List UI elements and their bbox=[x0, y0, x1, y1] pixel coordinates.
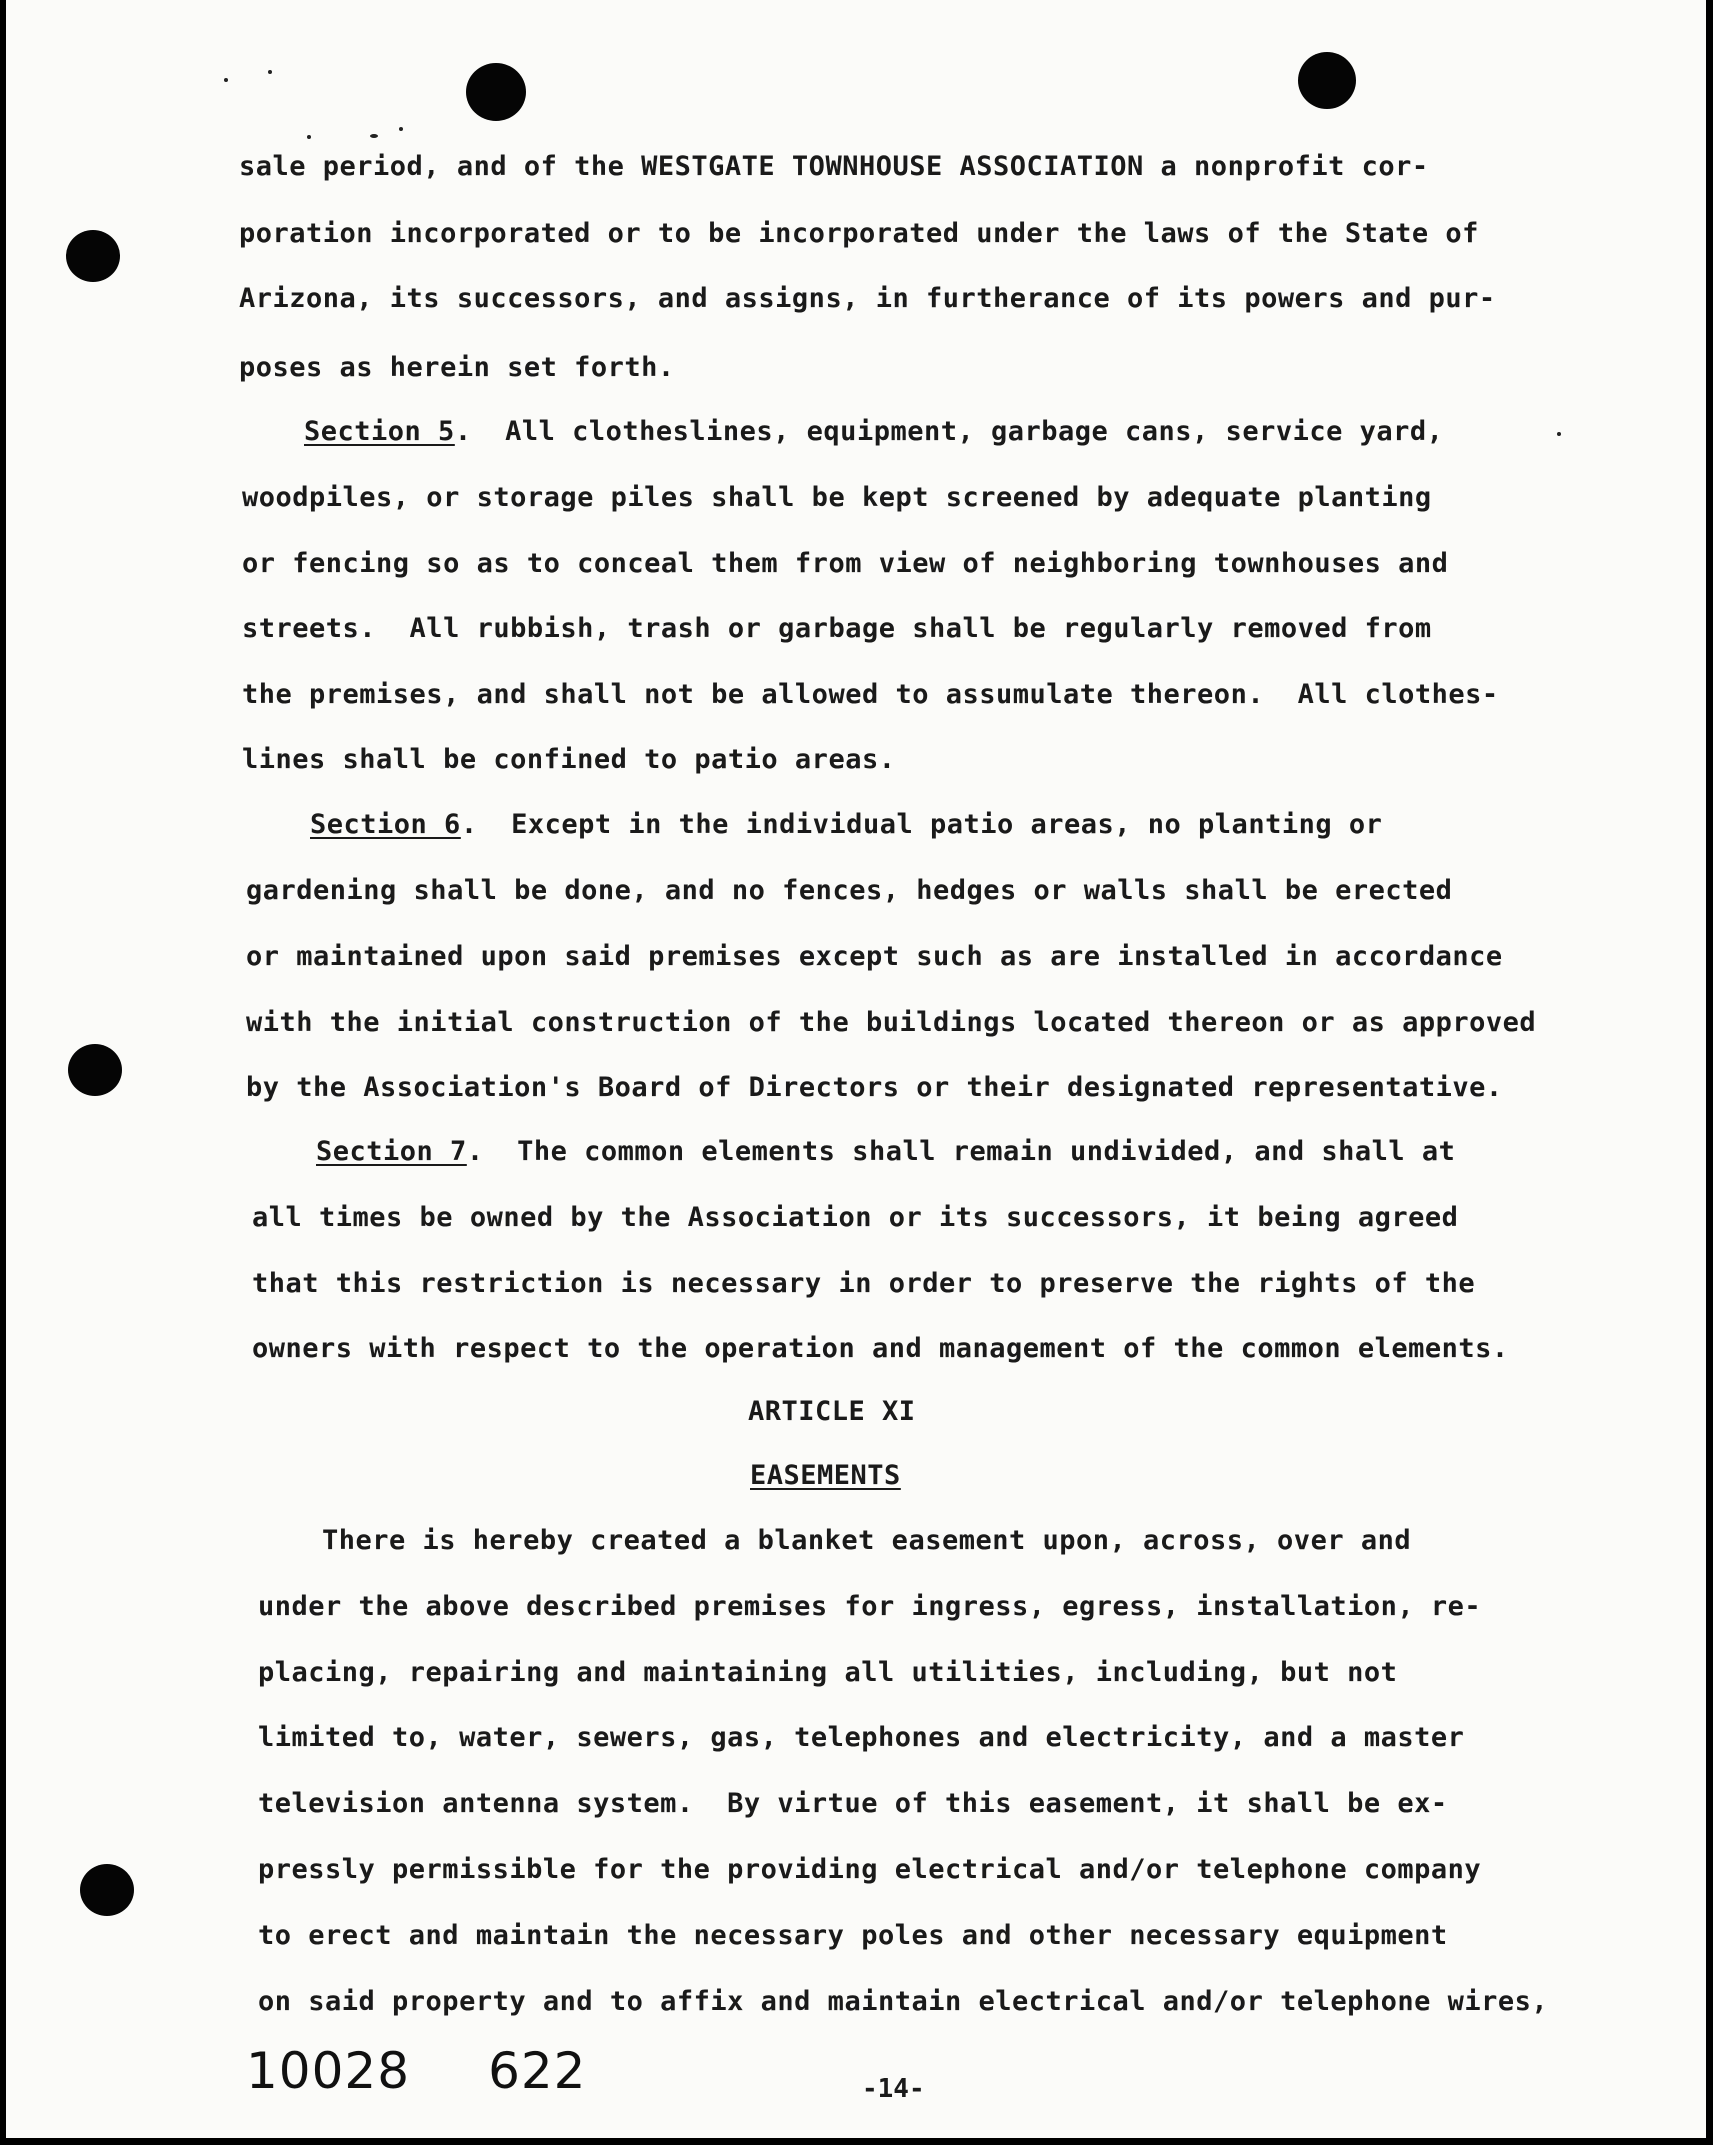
punch-hole-top-right bbox=[1298, 52, 1356, 109]
body-line: Arizona, its successors, and assigns, in furtherance of its powers and pur- bbox=[239, 283, 1496, 314]
body-line: streets. All rubbish, trash or garbage shall be regularly removed from bbox=[242, 613, 1432, 644]
body-line: under the above described premises for ingress, egress, installation, re- bbox=[258, 1591, 1482, 1622]
scan-speck bbox=[1557, 432, 1561, 436]
book-number: 10028 bbox=[246, 2042, 411, 2100]
punch-hole-left-1 bbox=[66, 230, 120, 282]
body-line: with the initial construction of the buildings located thereon or as approved bbox=[246, 1007, 1537, 1038]
section-5-first-line: Section 5. All clotheslines, equipment, garbage cans, service yard, bbox=[304, 416, 1444, 447]
body-line: owners with respect to the operation and management of the common elements. bbox=[252, 1333, 1509, 1364]
body-line: all times be owned by the Association or its successors, it being agreed bbox=[252, 1202, 1459, 1233]
body-line: lines shall be confined to patio areas. bbox=[242, 744, 896, 775]
article-title: ARTICLE XI bbox=[748, 1396, 916, 1427]
scan-speck bbox=[399, 127, 403, 131]
section-7-heading: Section 7 bbox=[316, 1136, 467, 1167]
section-5-heading: Section 5 bbox=[304, 416, 455, 447]
body-line: that this restriction is necessary in order to preserve the rights of the bbox=[252, 1268, 1476, 1299]
article-subtitle: EASEMENTS bbox=[750, 1460, 901, 1491]
body-line: or fencing so as to conceal them from view of neighboring townhouses and bbox=[242, 548, 1449, 579]
body-line: limited to, water, sewers, gas, telephones and electricity, and a master bbox=[258, 1722, 1465, 1753]
punch-hole-top-left bbox=[466, 63, 526, 121]
scan-speck bbox=[268, 70, 272, 74]
section-7-first-line: Section 7. The common elements shall remain undivided, and shall at bbox=[316, 1136, 1456, 1167]
page-number: -14- bbox=[862, 2074, 925, 2104]
scan-speck bbox=[307, 135, 311, 139]
section-6-heading: Section 6 bbox=[310, 809, 461, 840]
book-page-reference bbox=[246, 2042, 665, 2100]
body-line: gardening shall be done, and no fences, hedges or walls shall be erected bbox=[246, 875, 1453, 906]
body-line: the premises, and shall not be allowed to assumulate thereon. All clothes- bbox=[242, 679, 1499, 710]
document-page bbox=[6, 0, 1706, 2138]
body-line: There is hereby created a blanket easement upon, across, over and bbox=[322, 1525, 1412, 1556]
body-line: placing, repairing and maintaining all utilities, including, but not bbox=[258, 1657, 1398, 1688]
body-line: woodpiles, or storage piles shall be kept screened by adequate planting bbox=[242, 482, 1432, 513]
section-6-first-line: Section 6. Except in the individual patio areas, no planting or bbox=[310, 809, 1383, 840]
body-line: by the Association's Board of Directors or their designated representative. bbox=[246, 1072, 1503, 1103]
punch-hole-left-2 bbox=[68, 1044, 122, 1096]
body-line: or maintained upon said premises except such as are installed in accordance bbox=[246, 941, 1503, 972]
scan-speck bbox=[224, 78, 228, 82]
body-line: to erect and maintain the necessary poles and other necessary equipment bbox=[258, 1920, 1448, 1951]
page-reference: 622 bbox=[488, 2042, 587, 2100]
scan-speck bbox=[370, 134, 378, 138]
body-line: pressly permissible for the providing electrical and/or telephone company bbox=[258, 1854, 1482, 1885]
body-line: on said property and to affix and maintain electrical and/or telephone wires, bbox=[258, 1986, 1549, 2017]
body-line: sale period, and of the WESTGATE TOWNHOUSE ASSOCIATION a nonprofit cor- bbox=[239, 151, 1429, 182]
body-line: poses as herein set forth. bbox=[239, 352, 675, 383]
body-line: poration incorporated or to be incorporated under the laws of the State of bbox=[239, 218, 1479, 249]
body-line: television antenna system. By virtue of this easement, it shall be ex- bbox=[258, 1788, 1448, 1819]
punch-hole-left-3 bbox=[80, 1864, 134, 1916]
